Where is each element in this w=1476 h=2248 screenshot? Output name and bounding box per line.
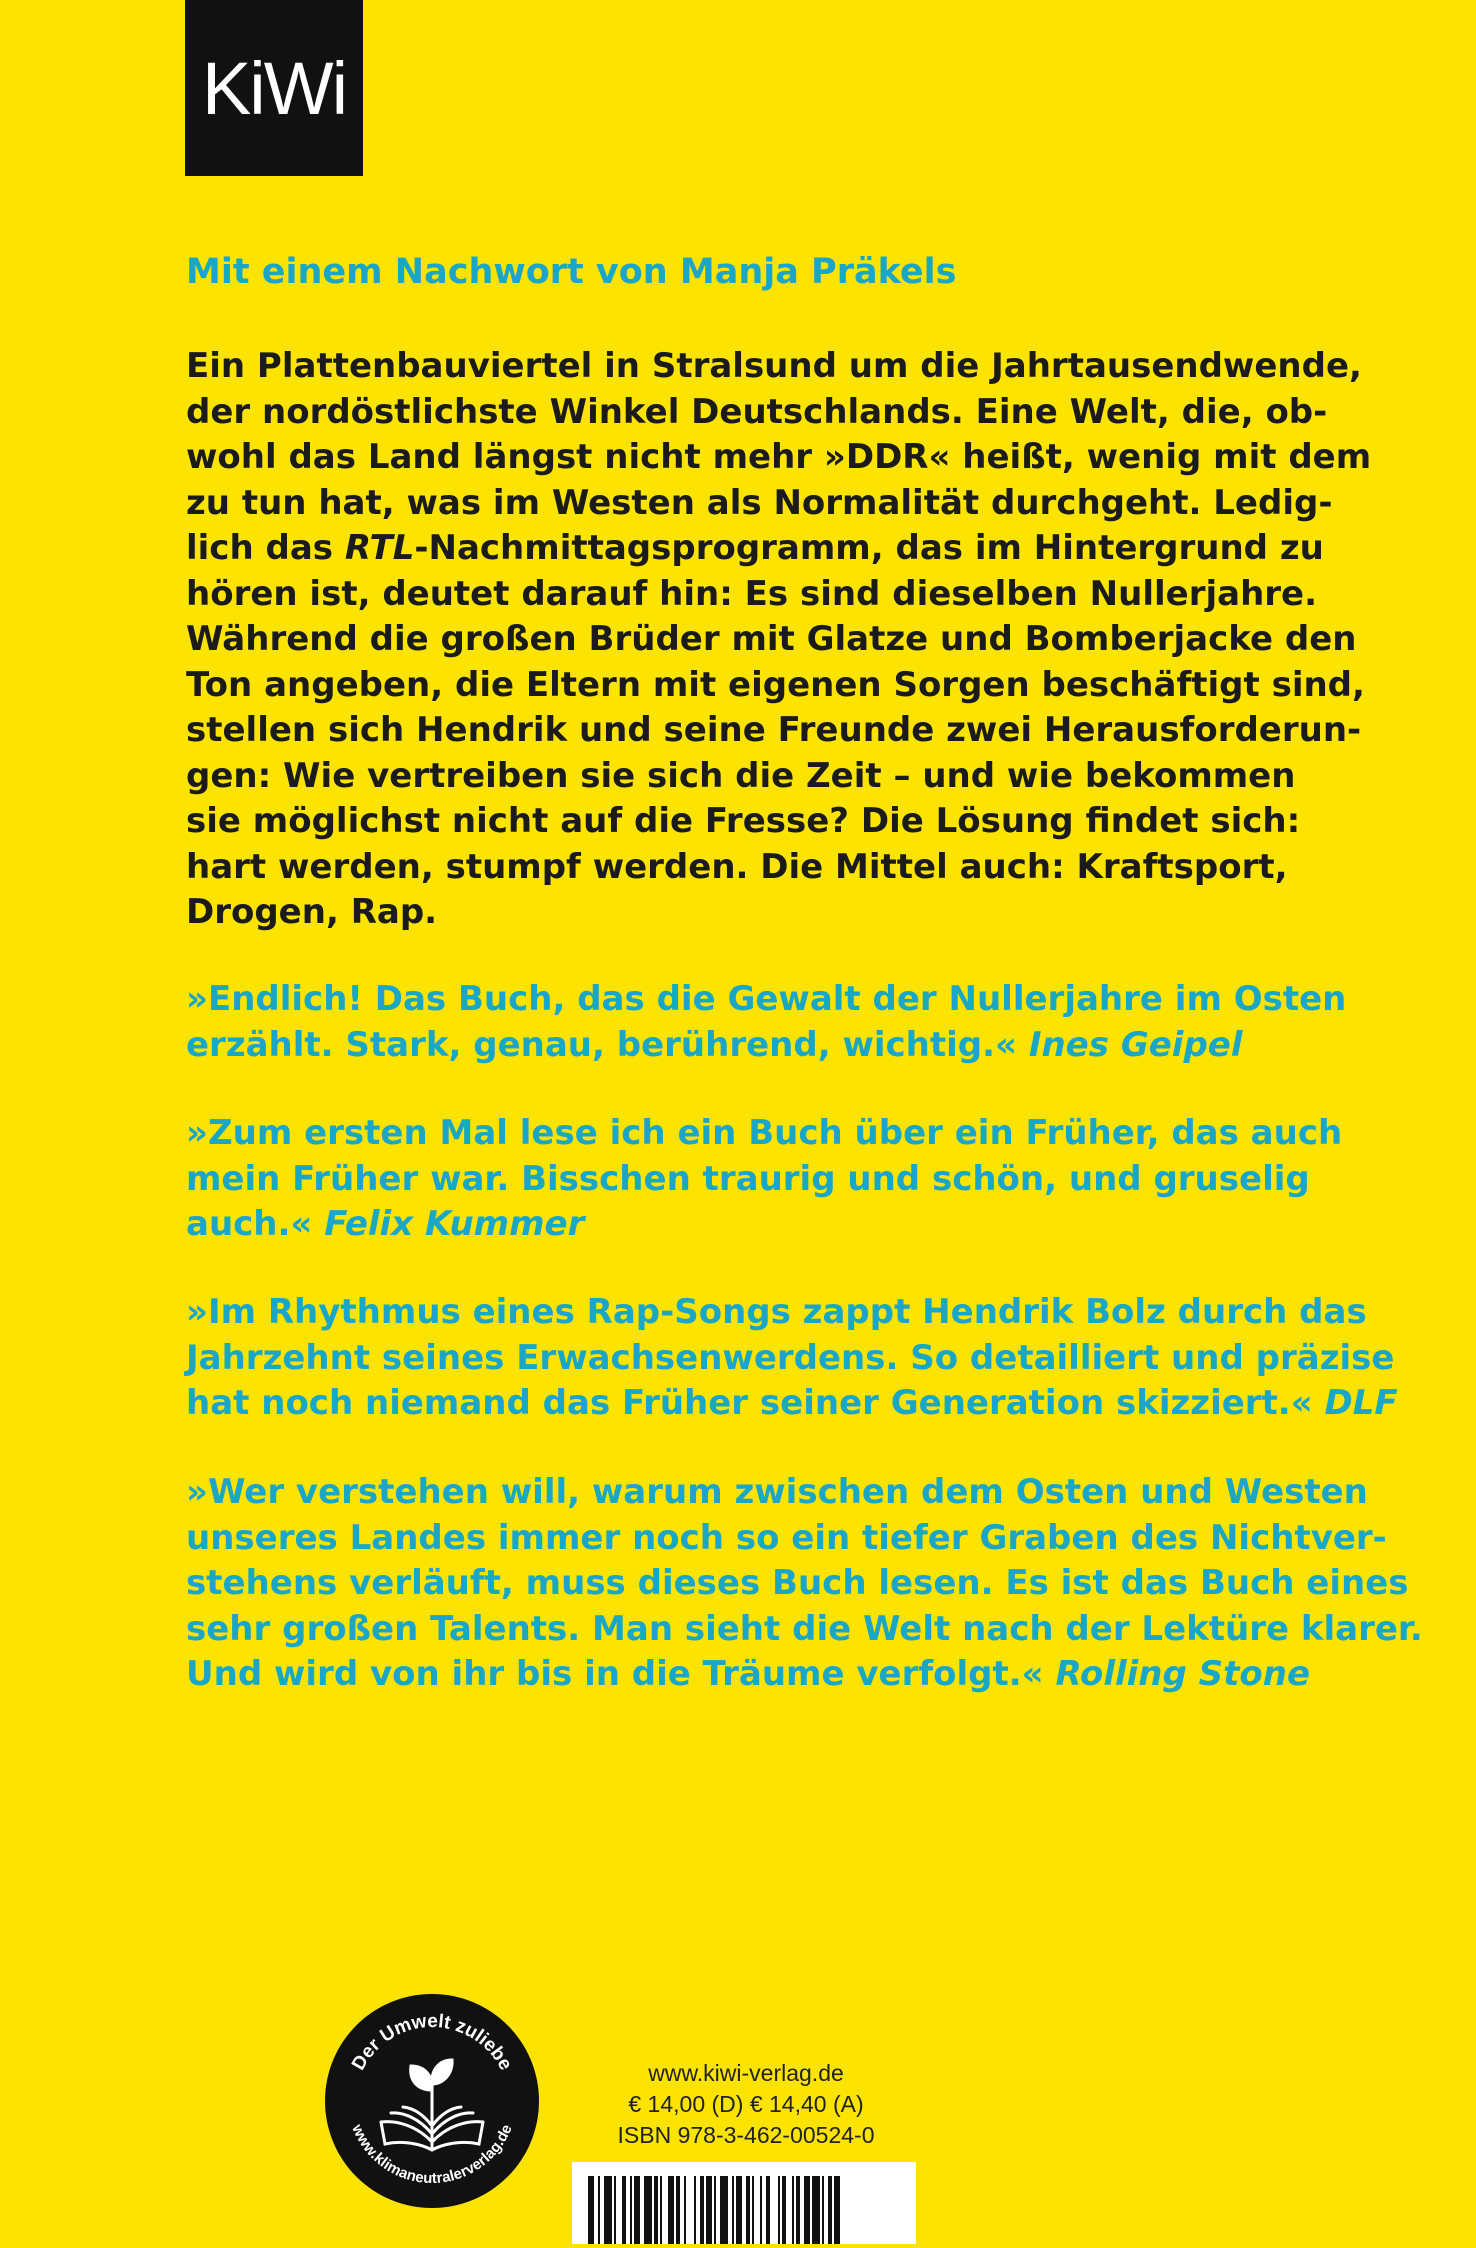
quote-line: unseres Landes immer noch so ein tiefer Graben des Nichtver- — [186, 1517, 1387, 1558]
quote-line: Jahrzehnt seines Erwachsenwerdens. So detailliert und präzise — [186, 1337, 1395, 1378]
barcode-bar — [720, 2176, 728, 2244]
quote-line: »Wer verstehen will, warum zwischen dem Osten und Westen — [186, 1472, 1368, 1512]
barcode-bar — [782, 2176, 786, 2244]
blurb-fragment: -Nachmittagsprogramm, das im Hintergrund zu — [414, 528, 1324, 568]
quote-line: stehens verläuft, muss dieses Buch lesen. Es ist das Buch eines — [186, 1563, 1409, 1603]
barcode-bars — [572, 2162, 916, 2244]
quote-text: hat noch niemand das Früher seiner Generation skizziert.« — [186, 1383, 1325, 1423]
barcode-bar — [804, 2176, 810, 2244]
blurb-line: hart werden, stumpf werden. Die Mittel auch: Kraftsport, — [186, 846, 1288, 887]
barcode-bar — [822, 2176, 824, 2244]
blurb-line: Ein Plattenbauviertel in Stralsund um die Jahrtausendwende, — [186, 346, 1362, 386]
barcode-bar — [812, 2176, 820, 2244]
blurb-line: Während die großen Brüder mit Glatze und Bomberjacke den — [186, 619, 1357, 659]
quote-author: Rolling Stone — [1055, 1654, 1311, 1694]
quote-line: sehr großen Talents. Man sieht die Welt nach der Lektüre klarer. — [186, 1608, 1423, 1649]
badge-graphic — [325, 1994, 539, 2208]
barcode-bar — [700, 2176, 704, 2244]
barcode-bar — [634, 2176, 640, 2244]
quote-text: Und wird von ihr bis in die Träume verfolgt.« — [186, 1654, 1056, 1694]
book-plant-icon — [381, 2060, 483, 2150]
quote-line — [186, 1202, 1342, 1248]
rtl-italic: RTL — [344, 528, 415, 568]
blurb-line: Drogen, Rap. — [186, 892, 438, 932]
publisher-logo: KiWi — [185, 0, 363, 176]
barcode-bar — [760, 2176, 762, 2244]
barcode-bar — [752, 2176, 754, 2244]
quote-line: »Im Rhythmus eines Rap-Songs zappt Hendrik Bolz durch das — [186, 1292, 1367, 1332]
blurb-line: stellen sich Hendrik und seine Freunde zwei Herausforderun- — [186, 710, 1362, 750]
barcode-bar — [588, 2176, 594, 2244]
blurb-line: zu tun hat, was im Westen als Normalität durchgeht. Ledig- — [186, 482, 1333, 523]
barcode-bar — [654, 2176, 658, 2244]
blurb-fragment: lich das — [186, 528, 345, 568]
badge-bottom-text: www.klimaneutralerverlag.de — [348, 2121, 516, 2188]
quote-line: mein Früher war. Bisschen traurig und schön, und gruselig — [186, 1158, 1310, 1199]
quote-author: Ines Geipel — [1028, 1024, 1243, 1065]
barcode-bar — [792, 2176, 794, 2244]
review-quote-ines-geipel — [186, 977, 1346, 1068]
review-quote-rolling-stone — [186, 1470, 1423, 1698]
quote-text: auch.« — [186, 1204, 325, 1244]
quote-line — [186, 1652, 1423, 1698]
blurb-line — [186, 526, 1346, 572]
publisher-website: www.kiwi-verlag.de — [648, 2060, 844, 2086]
quote-line — [186, 1381, 1398, 1427]
blurb-line: wohl das Land längst nicht mehr »DDR« heißt, wenig mit dem — [186, 437, 1372, 477]
barcode-bar — [694, 2176, 696, 2244]
blurb-line: gen: Wie vertreiben sie sich die Zeit – und wie bekommen — [186, 755, 1296, 796]
climate-neutral-badge — [325, 1994, 539, 2208]
barcode-bar — [614, 2176, 616, 2244]
barcode-bar — [622, 2176, 626, 2244]
barcode-bar — [746, 2176, 750, 2244]
barcode-bar — [834, 2176, 840, 2244]
badge-top-text: Der Umwelt zuliebe — [348, 2010, 516, 2074]
blurb-line: Ton angeben, die Eltern mit eigenen Sorgen beschäftigt sind, — [186, 664, 1365, 705]
quote-line — [186, 1023, 1346, 1069]
barcode-bar — [644, 2176, 652, 2244]
blurb-line: sie möglichst nicht auf die Fresse? Die Lösung findet sich: — [186, 801, 1301, 841]
barcode-bar — [630, 2176, 632, 2244]
barcode-bar — [604, 2176, 612, 2244]
barcode-bar — [732, 2176, 734, 2244]
afterword-note: Mit einem Nachwort von Manja Präkels — [186, 252, 957, 292]
barcode-bar — [828, 2176, 832, 2244]
publisher-info — [596, 2058, 896, 2151]
barcode-bar — [736, 2176, 742, 2244]
barcode-bar — [766, 2176, 770, 2244]
price-info: € 14,00 (D) € 14,40 (A) — [628, 2091, 864, 2117]
svg-text:Der Umwelt zuliebe — [348, 2011, 516, 2074]
blurb-line: der nordöstlichste Winkel Deutschlands. Eine Welt, die, ob- — [186, 391, 1328, 432]
review-quote-felix-kummer — [186, 1111, 1342, 1248]
barcode-bar — [778, 2176, 780, 2244]
barcode-bar — [714, 2176, 716, 2244]
barcode-bar — [676, 2176, 680, 2244]
quote-author: Felix Kummer — [324, 1204, 585, 1244]
quote-line: »Endlich! Das Buch, das die Gewalt der Nullerjahre im Osten — [186, 979, 1347, 1019]
blurb-line: hören ist, deutet darauf hin: Es sind dieselben Nullerjahre. — [186, 573, 1318, 614]
barcode-bar — [796, 2176, 800, 2244]
quote-text: erzählt. Stark, genau, berührend, wichtig.« — [186, 1024, 1029, 1065]
barcode-bar — [598, 2176, 600, 2244]
barcode-bar — [660, 2176, 662, 2244]
book-description — [186, 344, 1372, 936]
barcode-bar — [668, 2176, 674, 2244]
isbn: ISBN 978-3-462-00524-0 — [617, 2122, 875, 2148]
barcode — [572, 2162, 916, 2244]
barcode-bar — [706, 2176, 712, 2244]
quote-line: »Zum ersten Mal lese ich ein Buch über ein Früher, das auch — [186, 1113, 1343, 1153]
quote-author: DLF — [1324, 1383, 1398, 1423]
barcode-bar — [684, 2176, 686, 2244]
review-quote-dlf — [186, 1290, 1398, 1427]
